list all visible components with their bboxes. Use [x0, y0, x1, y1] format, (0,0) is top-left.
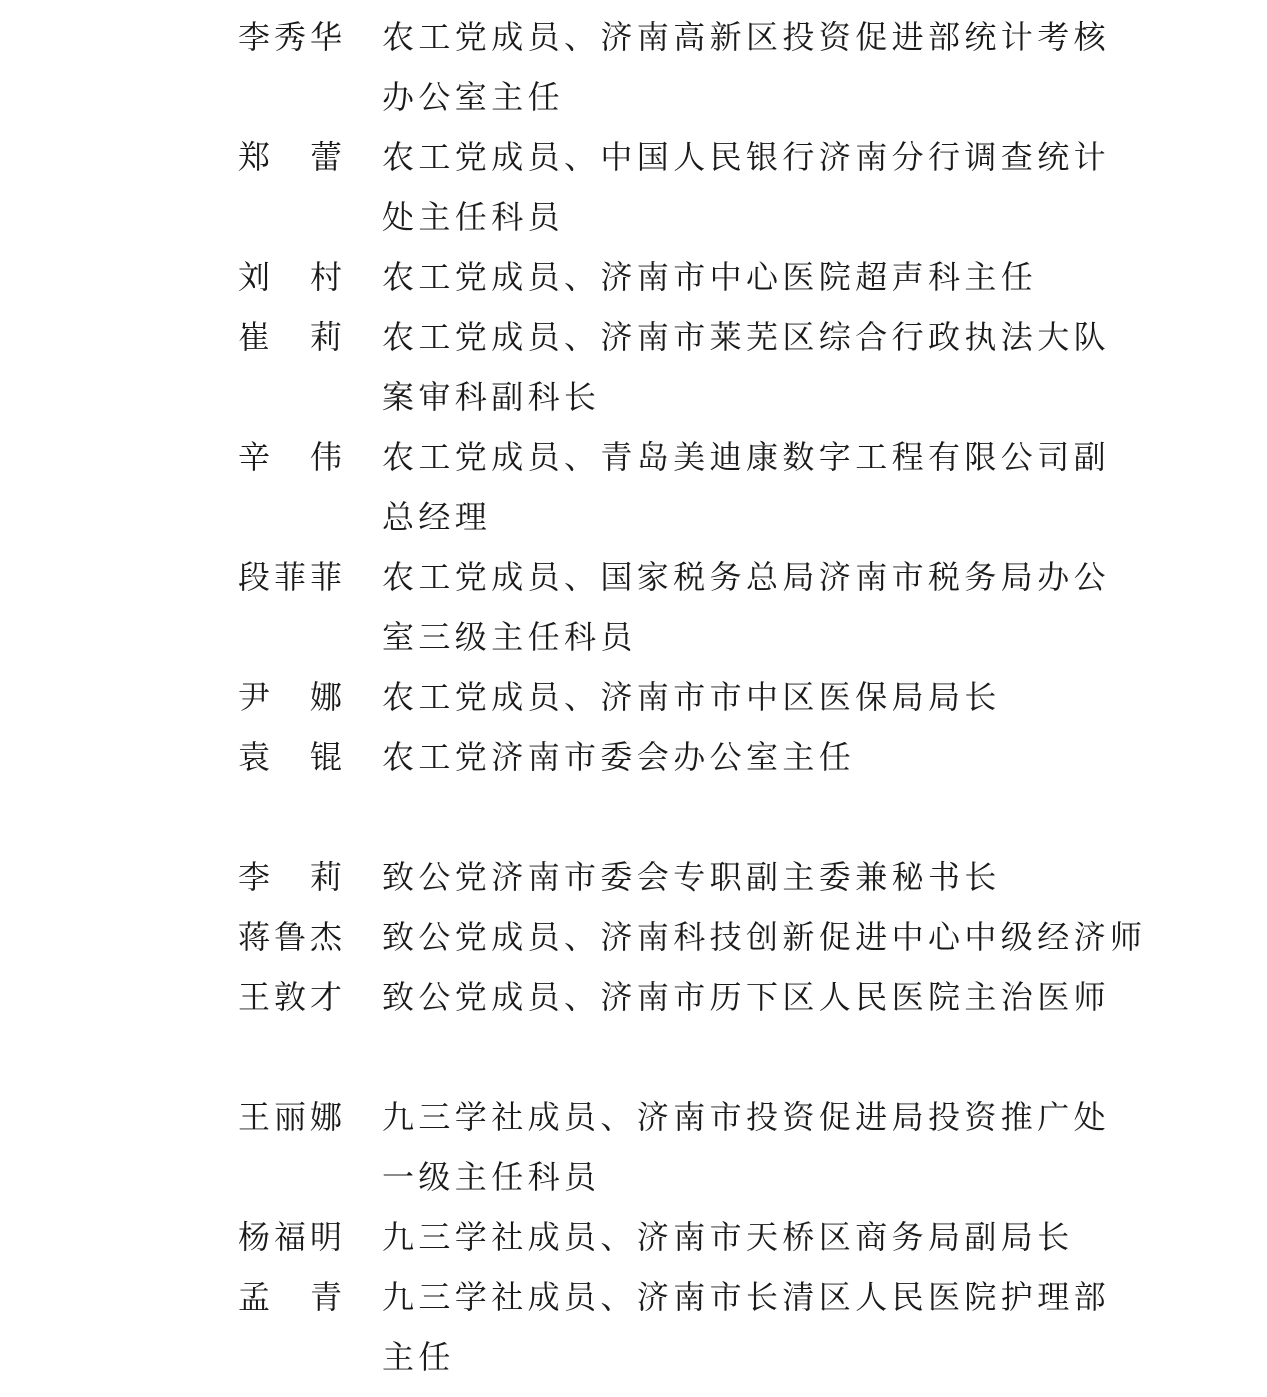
name-char: 蒋 — [238, 918, 271, 956]
member-name — [238, 1277, 342, 1317]
name-char: 莉 — [309, 858, 342, 896]
name-char: 杨 — [238, 1218, 271, 1256]
member-description — [382, 137, 1122, 257]
member-name — [238, 1217, 342, 1257]
member-description — [382, 857, 1122, 917]
member-name — [238, 437, 342, 477]
member-description-line: 处主任科员 — [382, 198, 565, 236]
member-description-line: 农工党成员、济南高新区投资促进部统计考核 — [382, 18, 1111, 56]
member-description — [382, 437, 1122, 557]
name-char: 娜 — [309, 678, 342, 716]
member-description-line: 主任 — [382, 1338, 455, 1376]
name-char: 华 — [309, 18, 342, 56]
member-name — [238, 857, 342, 897]
name-char: 才 — [309, 978, 342, 1016]
member-description-line: 九三学社成员、济南市长清区人民医院护理部 — [382, 1278, 1111, 1316]
name-char: 菲 — [273, 558, 306, 596]
name-char: 王 — [238, 978, 271, 1016]
member-name — [238, 17, 342, 57]
name-char: 辛 — [238, 438, 271, 476]
member-description — [382, 677, 1122, 737]
member-name — [238, 1097, 342, 1137]
member-description — [382, 317, 1122, 437]
member-description-line: 农工党成员、济南市中心医院超声科主任 — [382, 258, 1038, 296]
member-description-line: 办公室主任 — [382, 78, 565, 116]
name-char: 福 — [273, 1218, 306, 1256]
member-description-line: 农工党成员、中国人民银行济南分行调查统计 — [382, 138, 1111, 176]
member-description-line: 九三学社成员、济南市天桥区商务局副局长 — [382, 1218, 1074, 1256]
name-char: 段 — [238, 558, 271, 596]
name-char: 杰 — [309, 918, 342, 956]
name-char: 青 — [309, 1278, 342, 1316]
member-description-line: 农工党成员、国家税务总局济南市税务局办公 — [382, 558, 1111, 596]
member-name — [238, 737, 342, 777]
member-description-line: 九三学社成员、济南市投资促进局投资推广处 — [382, 1098, 1111, 1136]
member-name — [238, 677, 342, 717]
member-description-line: 农工党成员、青岛美迪康数字工程有限公司副 — [382, 438, 1111, 476]
name-char: 伟 — [309, 438, 342, 476]
member-description — [382, 1217, 1122, 1277]
member-description-line: 农工党成员、济南市市中区医保局局长 — [382, 678, 1001, 716]
member-description-line: 致公党济南市委会专职副主委兼秘书长 — [382, 858, 1001, 896]
member-description-line: 农工党成员、济南市莱芜区综合行政执法大队 — [382, 318, 1111, 356]
name-char: 袁 — [238, 738, 271, 776]
member-description — [382, 1097, 1122, 1217]
member-name — [238, 917, 342, 957]
name-char: 蕾 — [309, 138, 342, 176]
name-char: 娜 — [309, 1098, 342, 1136]
name-char: 郑 — [238, 138, 271, 176]
member-name — [238, 257, 342, 297]
member-description — [382, 737, 1122, 797]
member-name — [238, 317, 342, 357]
name-char: 王 — [238, 1098, 271, 1136]
member-name — [238, 977, 342, 1017]
member-description-line: 农工党济南市委会办公室主任 — [382, 738, 856, 776]
member-description-line: 案审科副科长 — [382, 378, 601, 416]
member-description-line: 总经理 — [382, 498, 492, 536]
name-char: 丽 — [273, 1098, 306, 1136]
member-description-line: 致公党成员、济南科技创新促进中心中级经济师 — [382, 918, 1147, 956]
member-name — [238, 137, 342, 177]
name-char: 孟 — [238, 1278, 271, 1316]
name-char: 明 — [309, 1218, 342, 1256]
member-description — [382, 917, 1147, 977]
member-description — [382, 1277, 1122, 1397]
name-char: 村 — [309, 258, 342, 296]
name-char: 锟 — [309, 738, 342, 776]
name-char: 莉 — [309, 318, 342, 356]
member-description-line: 致公党成员、济南市历下区人民医院主治医师 — [382, 978, 1111, 1016]
name-char: 菲 — [309, 558, 342, 596]
name-char: 李 — [238, 18, 271, 56]
name-char: 尹 — [238, 678, 271, 716]
member-description-line: 室三级主任科员 — [382, 618, 637, 656]
member-description — [382, 17, 1122, 137]
member-description-line: 一级主任科员 — [382, 1158, 601, 1196]
member-description — [382, 557, 1122, 677]
name-char: 鲁 — [273, 918, 306, 956]
member-description — [382, 257, 1122, 317]
name-char: 刘 — [238, 258, 271, 296]
name-char: 崔 — [238, 318, 271, 356]
member-description — [382, 977, 1122, 1037]
name-char: 秀 — [273, 18, 306, 56]
name-char: 李 — [238, 858, 271, 896]
member-name — [238, 557, 342, 597]
name-char: 敦 — [273, 978, 306, 1016]
